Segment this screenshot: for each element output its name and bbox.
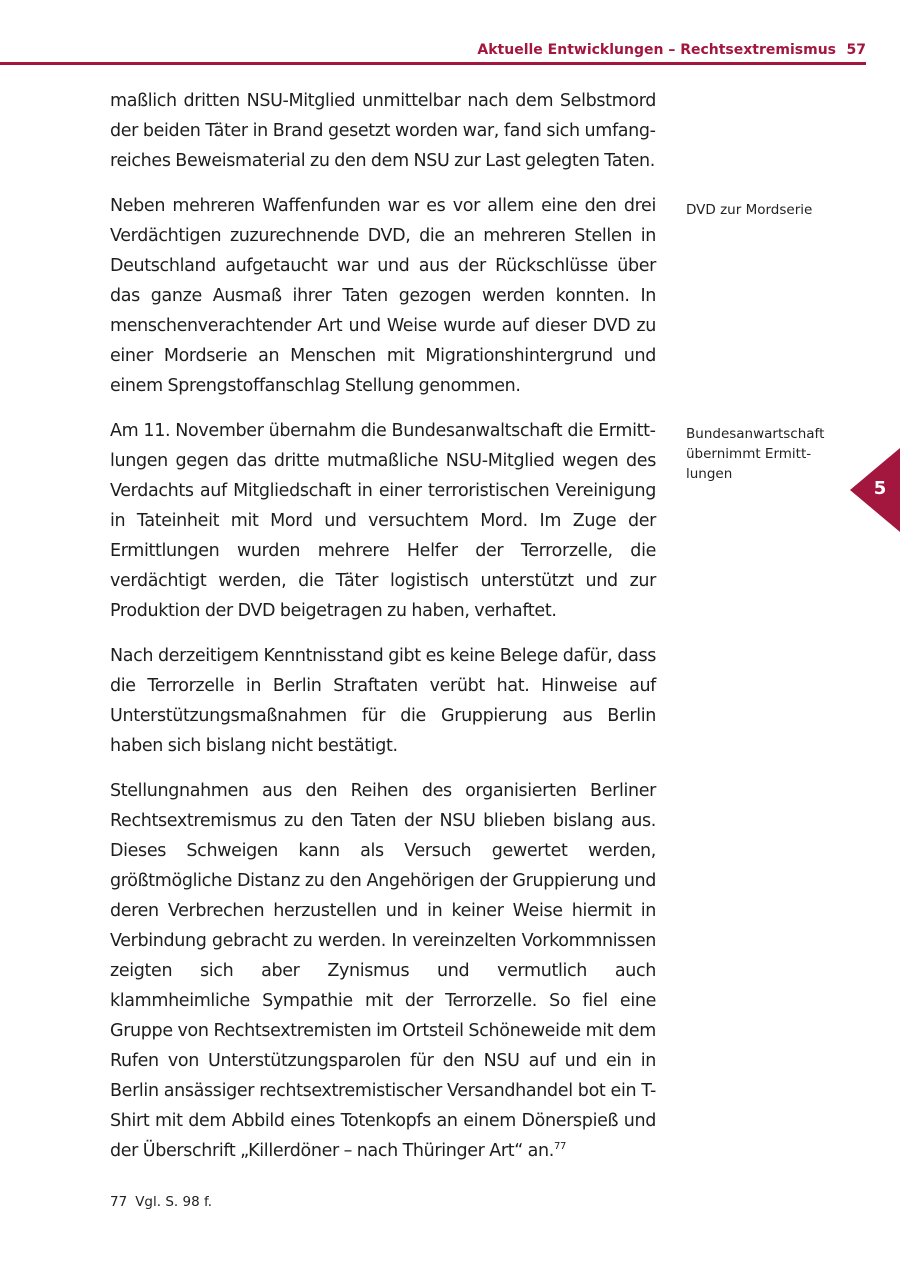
footnote-number: 77 (110, 1194, 128, 1210)
margin-note-bundesanwaltschaft: Bundesanwartschaft übernimmt Ermitt-lungen (686, 426, 825, 482)
page-number: 57 (846, 42, 866, 58)
paragraph-4: Nach derzeitigem Kenntnisstand gibt es keine Belege dafür, dass die Terrorzelle in Berlin Straftaten verübt hat. Hinweise auf Unterstützungsmaßnahmen für die Gruppierung aus Berlin haben sich bislang nicht bestätigt. (110, 646, 656, 756)
chapter-number: 5 (873, 478, 887, 499)
paragraph-5-text: Stellungnahmen aus den Reihen des organisierten Berliner Rechtsextremismus zu den Taten der NSU blieben bislang aus. Dieses Schweigen kann als Versuch gewertet werden, größtmögliche Distanz zu den Angehörigen der Gruppierung und deren Verbrechen herzustellen und in keiner Weise hiermit in Verbindung gebracht zu werden. In vereinzelten Vorkommnissen zeigten sich aber Zynismus und vermutlich auch klammheimliche Sympathie mit der Terrorzelle. So fiel eine Gruppe von Rechtsextremisten im Ortsteil Schöneweide mit dem Rufen von Unterstützungsparolen für den NSU auf und ein in Berlin ansässiger rechtsextremistischer Versandhandel bot ein T-Shirt mit dem Abbild eines Totenkopfs an einem Dönerspieß und der Überschrift „Killerdöner – nach Thüringer Art“ an. (110, 781, 656, 1161)
main-text (110, 86, 656, 1181)
paragraph-2: Neben mehreren Waffenfunden war es vor allem eine den drei Verdächtigen zuzurechnende DVD, die an mehreren Stellen in Deutschland aufgetaucht war und aus der Rückschlüsse über das ganze Ausmaß ihrer Taten gezogen werden konnten. In menschenverachtender Art und Weise wurde auf dieser DVD zu einer Mordserie an Menschen mit Migrationshintergrund und einem Sprengstoffanschlag Stellung genommen. (110, 196, 656, 396)
footnote (110, 1194, 212, 1210)
paragraph-1: maßlich dritten NSU-Mitglied unmittelbar nach dem Selbstmord der beiden Täter in Brand gesetzt worden war, fand sich umfangreiches Beweismaterial zu den dem NSU zur Last gelegten Taten. (110, 91, 656, 171)
paragraph-5 (110, 776, 656, 1166)
header-title: Aktuelle Entwicklungen – Rechtsextremismus (477, 42, 836, 58)
paragraph-3: Am 11. November übernahm die Bundesanwaltschaft die Ermittlungen gegen das dritte mutmaßliche NSU-Mitglied wegen des Verdachts auf Mitgliedschaft in einer terroristischen Vereinigung in Tateinheit mit Mord und versuchtem Mord. Im Zuge der Ermittlungen wurden mehrere Helfer der Terrorzelle, die verdächtigt werden, die Täter logistisch unterstützt und zur Produktion der DVD beigetragen zu haben, verhaftet. (110, 421, 656, 621)
footnote-text: Vgl. S. 98 f. (135, 1194, 213, 1210)
footnote-reference[interactable]: 77 (553, 1141, 566, 1152)
running-header (0, 34, 866, 65)
margin-note-dvd: DVD zur Mordserie (686, 202, 813, 218)
